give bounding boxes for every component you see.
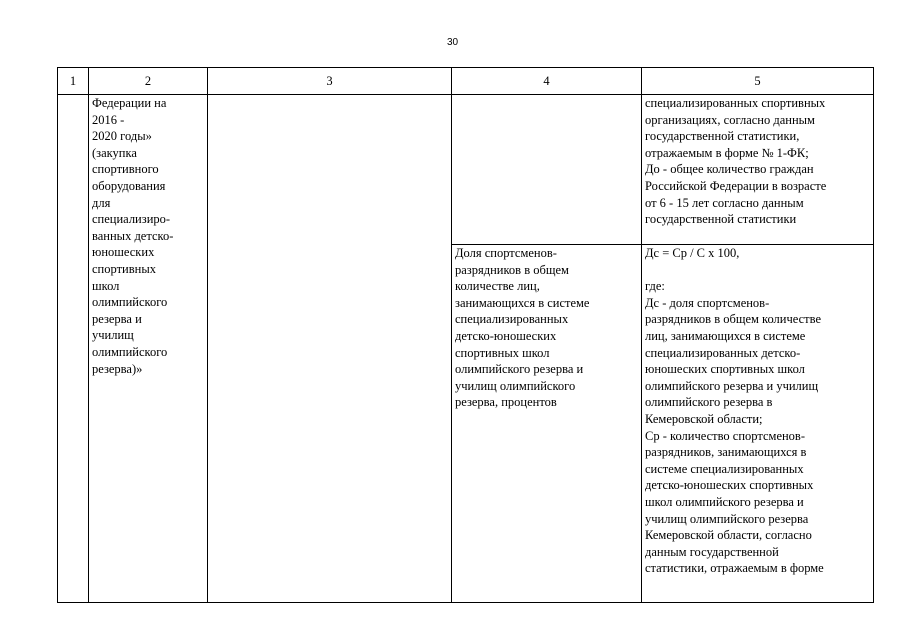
cell-col2 (89, 95, 208, 603)
cell-col2-text: Федерации на 2016 - 2020 годы» (закупка спортивного оборудования для специализиро- ванных детско- юношеских спортивных школ олимпийского резерва и училищ олимпийского резерва)» (92, 96, 174, 376)
cell-col1 (58, 95, 89, 603)
cell-col5-b-text: Дс = Ср / С х 100, где: Дс - доля спортсменов- разрядников в общем количестве лиц, занимающихся в системе специализированных детско- юношеских спортивных школ олимпийского резерва и училищ олимпийского резерва в Кемеровской области; Ср - количество спортсменов- разрядников, занимающихся в системе специализированных детско-юношеских спортивных школ олимпийского резерва и училищ олимпийского резерва Кемеровской области, согласно данным государственной статистики, отражаемым в форме (645, 246, 824, 576)
data-table (57, 67, 874, 603)
column-header-2: 2 (89, 68, 208, 95)
cell-col4-b-text: Доля спортсменов- разрядников в общем количестве лиц, занимающихся в системе специализированных детско-юношеских спортивных школ олимпийского резерва и училищ олимпийского резерва, процентов (455, 246, 590, 410)
column-header-1: 1 (58, 68, 89, 95)
column-header-4: 4 (452, 68, 642, 95)
column-header-3: 3 (208, 68, 452, 95)
cell-col5-b (642, 245, 874, 603)
table-header-row (58, 68, 874, 95)
cell-col5-a (642, 95, 874, 245)
cell-col4-a (452, 95, 642, 245)
cell-col3 (208, 95, 452, 603)
cell-col5-a-text: специализированных спортивных организациях, согласно данным государственной статистики, отражаемым в форме № 1-ФК; До - общее количество граждан Российской Федерации в возрасте от 6 - 15 лет согласно данным государственной статистики (645, 96, 827, 227)
column-header-5: 5 (642, 68, 874, 95)
page-number: 30 (446, 37, 459, 48)
table-row (58, 95, 874, 245)
cell-col4-b (452, 245, 642, 603)
